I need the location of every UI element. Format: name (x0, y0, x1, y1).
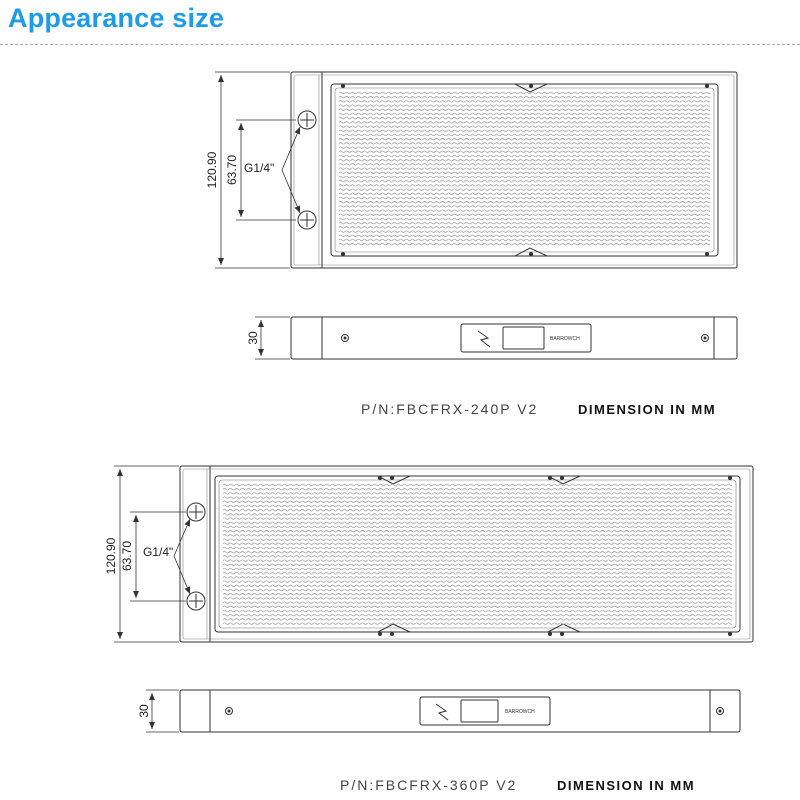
brand-logo-360: BARROWCH (505, 709, 535, 715)
radiator-240-ports (298, 85, 709, 256)
height-dimension-240: 120.90 (205, 151, 219, 189)
radiator-240-fins (339, 92, 710, 245)
port-spacing-dimension-240: 63.70 (225, 154, 239, 186)
part-number-240: P/N:FBCFRX-240P V2 (361, 401, 539, 417)
thread-label-360: G1/4" (143, 545, 174, 559)
thickness-dimension-360: 30 (137, 704, 151, 718)
brand-logo-240: BARROWCH (550, 336, 580, 342)
thread-label-240: G1/4" (244, 161, 275, 175)
units-label-360: DIMENSION IN MM (557, 778, 696, 793)
port-spacing-dimension-360: 63.70 (120, 540, 134, 572)
part-number-360: P/N:FBCFRX-360P V2 (340, 777, 518, 793)
thickness-dimension-240: 30 (246, 331, 260, 345)
page-title: Appearance size (8, 3, 225, 33)
radiator-360-fins (223, 484, 732, 624)
radiator-240-front-view (291, 72, 737, 268)
radiator-240-side-view (291, 317, 737, 359)
height-dimension-360: 120.90 (104, 537, 118, 575)
units-label-240: DIMENSION IN MM (578, 402, 717, 417)
thickness-dimension-lines-240 (255, 317, 290, 359)
radiator-360-side-view (180, 690, 740, 732)
